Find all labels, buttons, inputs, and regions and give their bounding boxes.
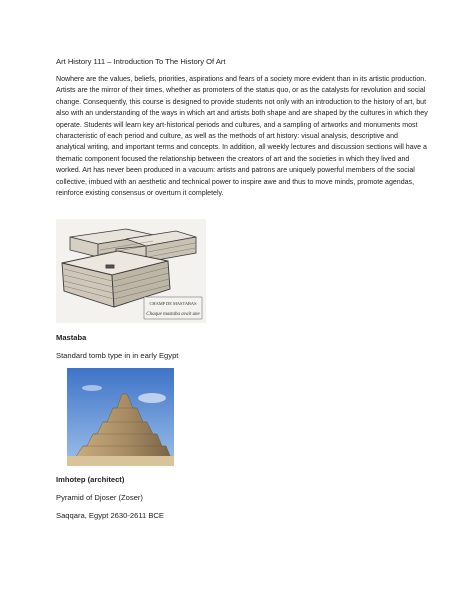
pyramid-caption-name: Pyramid of Djoser (Zoser) — [56, 493, 143, 502]
mastaba-inset-caption: Chaque mastaba avait une — [146, 312, 200, 317]
intro-paragraph: Nowhere are the values, beliefs, priorities, aspirations and fears of a society more evident than in its artistic production. Artists are the mirror of their times, whether as promoters of the status quo, or as the catalysts for revolution and social change. Consequently, this course is designed to provide students not only with an introduction to the history of art, but also with an understanding of the ways in which art and artists both shape and are shaped by the cultures in which they operate. Students will learn key art-historical periods and cultures, and a sampling of artworks and monuments most characteristic of each period and culture, as well as the methods of art history: visual analysis, descriptive and analytical writing, and important terms and concepts. In addition, all weekly lectures and discussion sections will have a thematic component focused the relationship between the creators of art and the societies in which they lived and worked. Art has never been produced in a vacuum: artists and patrons are uniquely powerful members of the social collective, imbued with an aesthetic and technical power to inspire awe and thus to move minds, promote agendas, reinforce existing consensus or overturn it completely. — [56, 76, 428, 198]
pyramid-image — [67, 368, 174, 466]
mastaba-heading: Mastaba — [56, 333, 87, 342]
mastaba-inset-label: CHAMP DE MASTABAS — [149, 301, 197, 306]
mastaba-drawing — [56, 219, 206, 323]
pyramid-caption-location: Saqqara, Egypt 2630-2611 BCE — [56, 511, 164, 520]
document-title: Art History 111 – Introduction To The History Of Art — [56, 57, 226, 66]
mastaba-illustration — [56, 219, 206, 323]
mastaba-caption: Standard tomb type in in early Egypt — [56, 351, 179, 360]
pyramid-photo — [67, 368, 174, 466]
imhotep-heading: Imhotep (architect) — [56, 475, 125, 484]
